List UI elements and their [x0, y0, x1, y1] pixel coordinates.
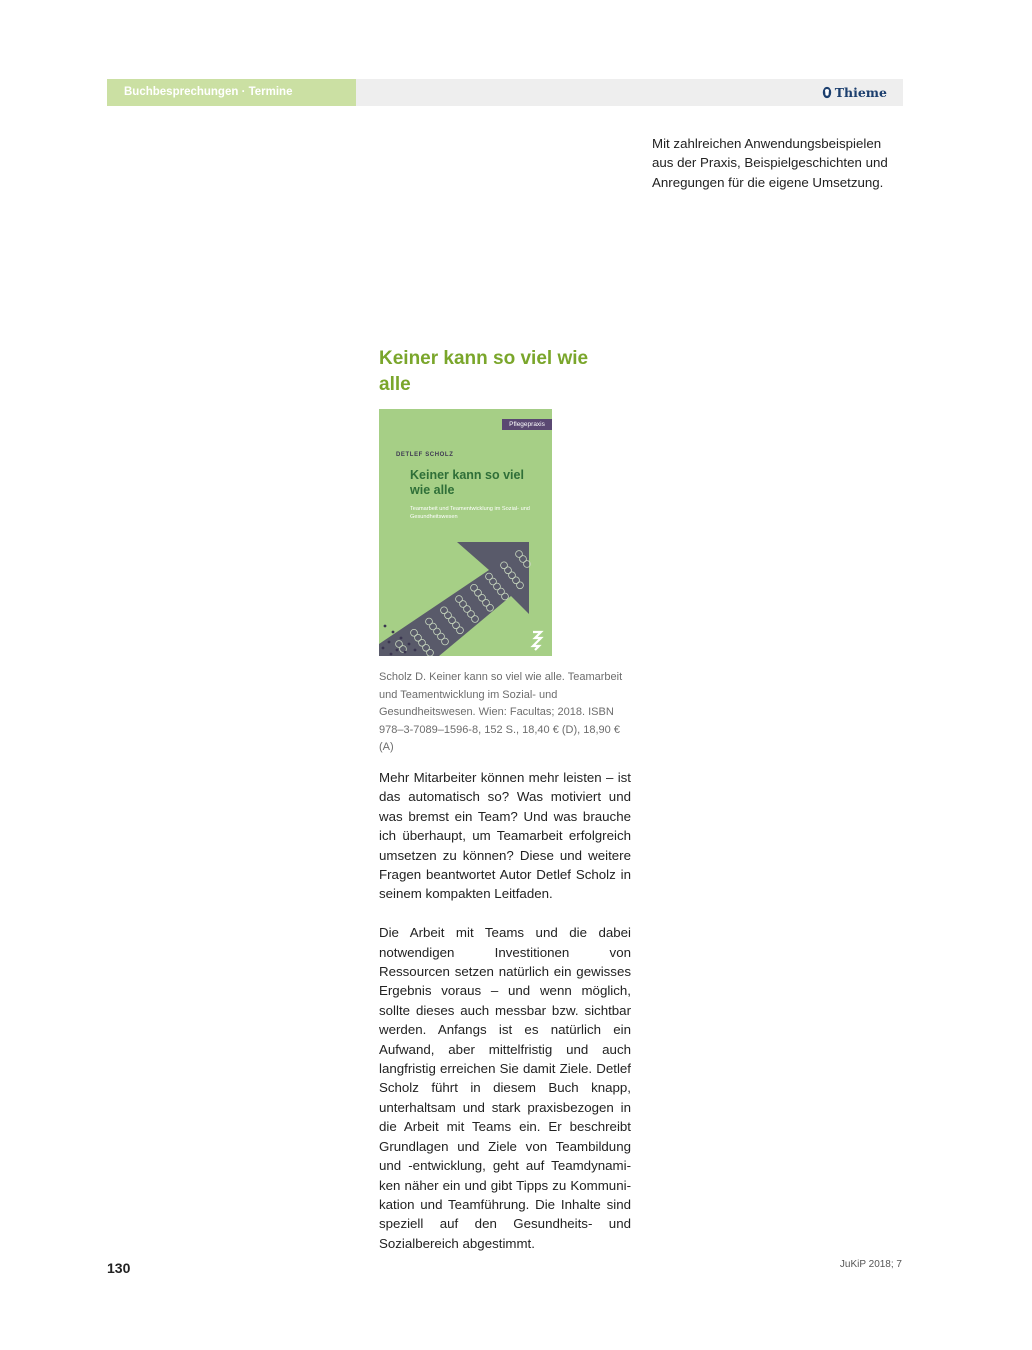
brand-name: Thieme [834, 85, 887, 100]
review-paragraph: Die Arbeit mit Teams und die dabei notwendigen Investitionen von Ressourcen setzen natürlich ein gewisses Ergebnis voraus – und wenn möglich, sollte dieses auch messbar bzw. sichtbar werden. Anfangs ist es natürlich ein Aufwand, aber mittelfristig und auch langfristig erreichen Sie damit Ziele. Detlef Scholz führt in diesem Buch knapp, unterhaltsam und stark praxisbezogen in die Arbeit mit Teams ein. Er beschreibt Grundlagen und Ziele von Teambildung und -entwicklung, geht auf Teamdynamiken näher ein und gibt Tipps zu Kommunikation und Teamführung. Die Inhalte sind speziell auf den Gesundheits- und Sozialbereich abgestimmt. [379, 925, 631, 1251]
publisher-brand [822, 79, 887, 106]
facultas-logo-icon [527, 629, 547, 653]
review-title: Keiner kann so viel wie alle [379, 348, 589, 395]
right-column-text: Mit zahlreichen Anwendungsbeispielen aus der Praxis, Beispielgeschichten und Anregungen für die eigene Umsetzung. [652, 136, 888, 190]
review-paragraph: Mehr Mitarbeiter können mehr leisten – ist das automatisch so? Was motiviert und was bremst ein Team? Und was brauche ich überhaupt, um Teamarbeit erfolgreich umsetzen zu können? Diese und weitere Fragen beantwortet Autor Detlef Scholz in seinem kompakten Leitfaden. [379, 770, 631, 902]
section-label: Buchbesprechungen · Termine [107, 79, 356, 106]
cover-subtitle: Teamarbeit und Teamentwicklung im Sozial- und Gesundheitswesen [410, 506, 530, 520]
cover-title: Keiner kann so viel wie alle [410, 468, 524, 497]
thieme-logo-icon [822, 86, 832, 99]
book-cover [379, 409, 552, 656]
review-body [379, 768, 631, 1273]
cover-author: DETLEF SCHOLZ [396, 452, 454, 458]
book-citation: Scholz D. Keiner kann so viel wie alle. Teamarbeit und Teamentwicklung im Sozial- und Gesundheitswesen. Wien: Facultas; 2018. ISBN 978–3-7089–1596-8, 152 S., 18,40 € (D), 18,90 € (A) [379, 671, 623, 753]
page-number: 130 [107, 1260, 131, 1276]
running-header [107, 79, 903, 106]
cover-series-badge: Pflegepraxis [502, 419, 552, 430]
journal-reference: JuKiP 2018; 7 [839, 1259, 902, 1270]
